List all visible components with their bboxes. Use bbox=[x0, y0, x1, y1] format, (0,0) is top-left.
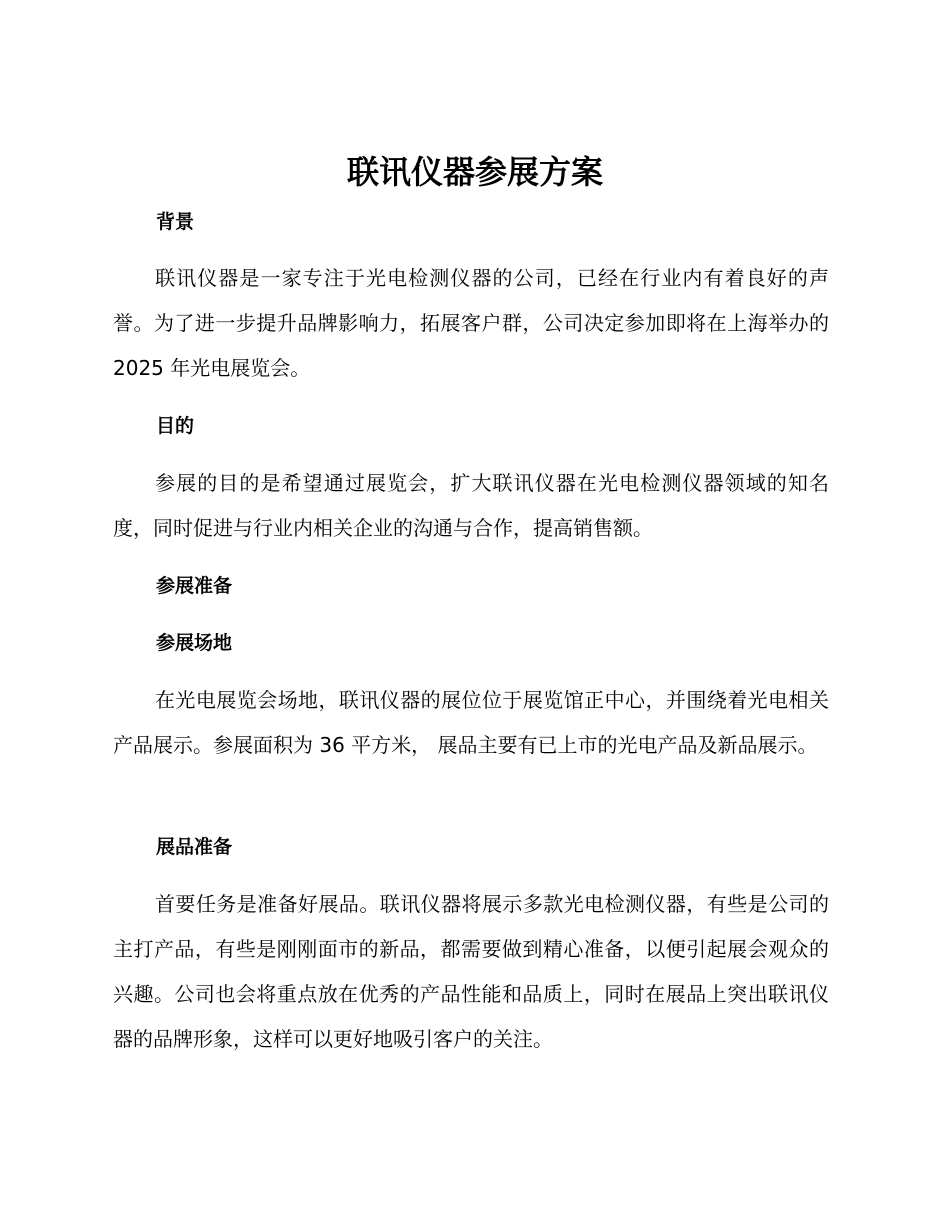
section-paragraph-exhibits: 首要任务是准备好展品。联讯仪器将展示多款光电检测仪器，有些是公司的主打产品，有些是刚刚面市的新品，都需要做到精心准备，以便引起展会观众的兴趣。公司也会将重点放在优秀的产品性能和品质上，同时在展品上突出联讯仪器的品牌形象，这样可以更好地吸引客户的关注。 bbox=[113, 892, 829, 1051]
section-heading-preparation: 参展准备 bbox=[156, 575, 233, 597]
section-paragraph-venue: 在光电展览会场地，联讯仪器的展位位于展览馆正中心，并围绕着光电相关产品展示。参展面积为 36 平方米， 展品主要有已上市的光电产品及新品展示。 bbox=[113, 688, 829, 757]
section-paragraph-background: 联讯仪器是一家专注于光电检测仪器的公司，已经在行业内有着良好的声誉。为了进一步提升品牌影响力，拓展客户群，公司决定参加即将在上海举办的 2025 年光电展览会。 bbox=[113, 266, 829, 380]
section-heading-background: 背景 bbox=[156, 211, 195, 233]
document-title: 联讯仪器参展方案 bbox=[346, 153, 603, 191]
section-paragraph-purpose: 参展的目的是希望通过展览会，扩大联讯仪器在光电检测仪器领域的知名度，同时促进与行业内相关企业的沟通与合作，提高销售额。 bbox=[113, 471, 829, 540]
section-heading-purpose: 目的 bbox=[156, 415, 195, 437]
section-heading-exhibits: 展品准备 bbox=[156, 836, 233, 858]
section-heading-venue: 参展场地 bbox=[156, 632, 233, 654]
